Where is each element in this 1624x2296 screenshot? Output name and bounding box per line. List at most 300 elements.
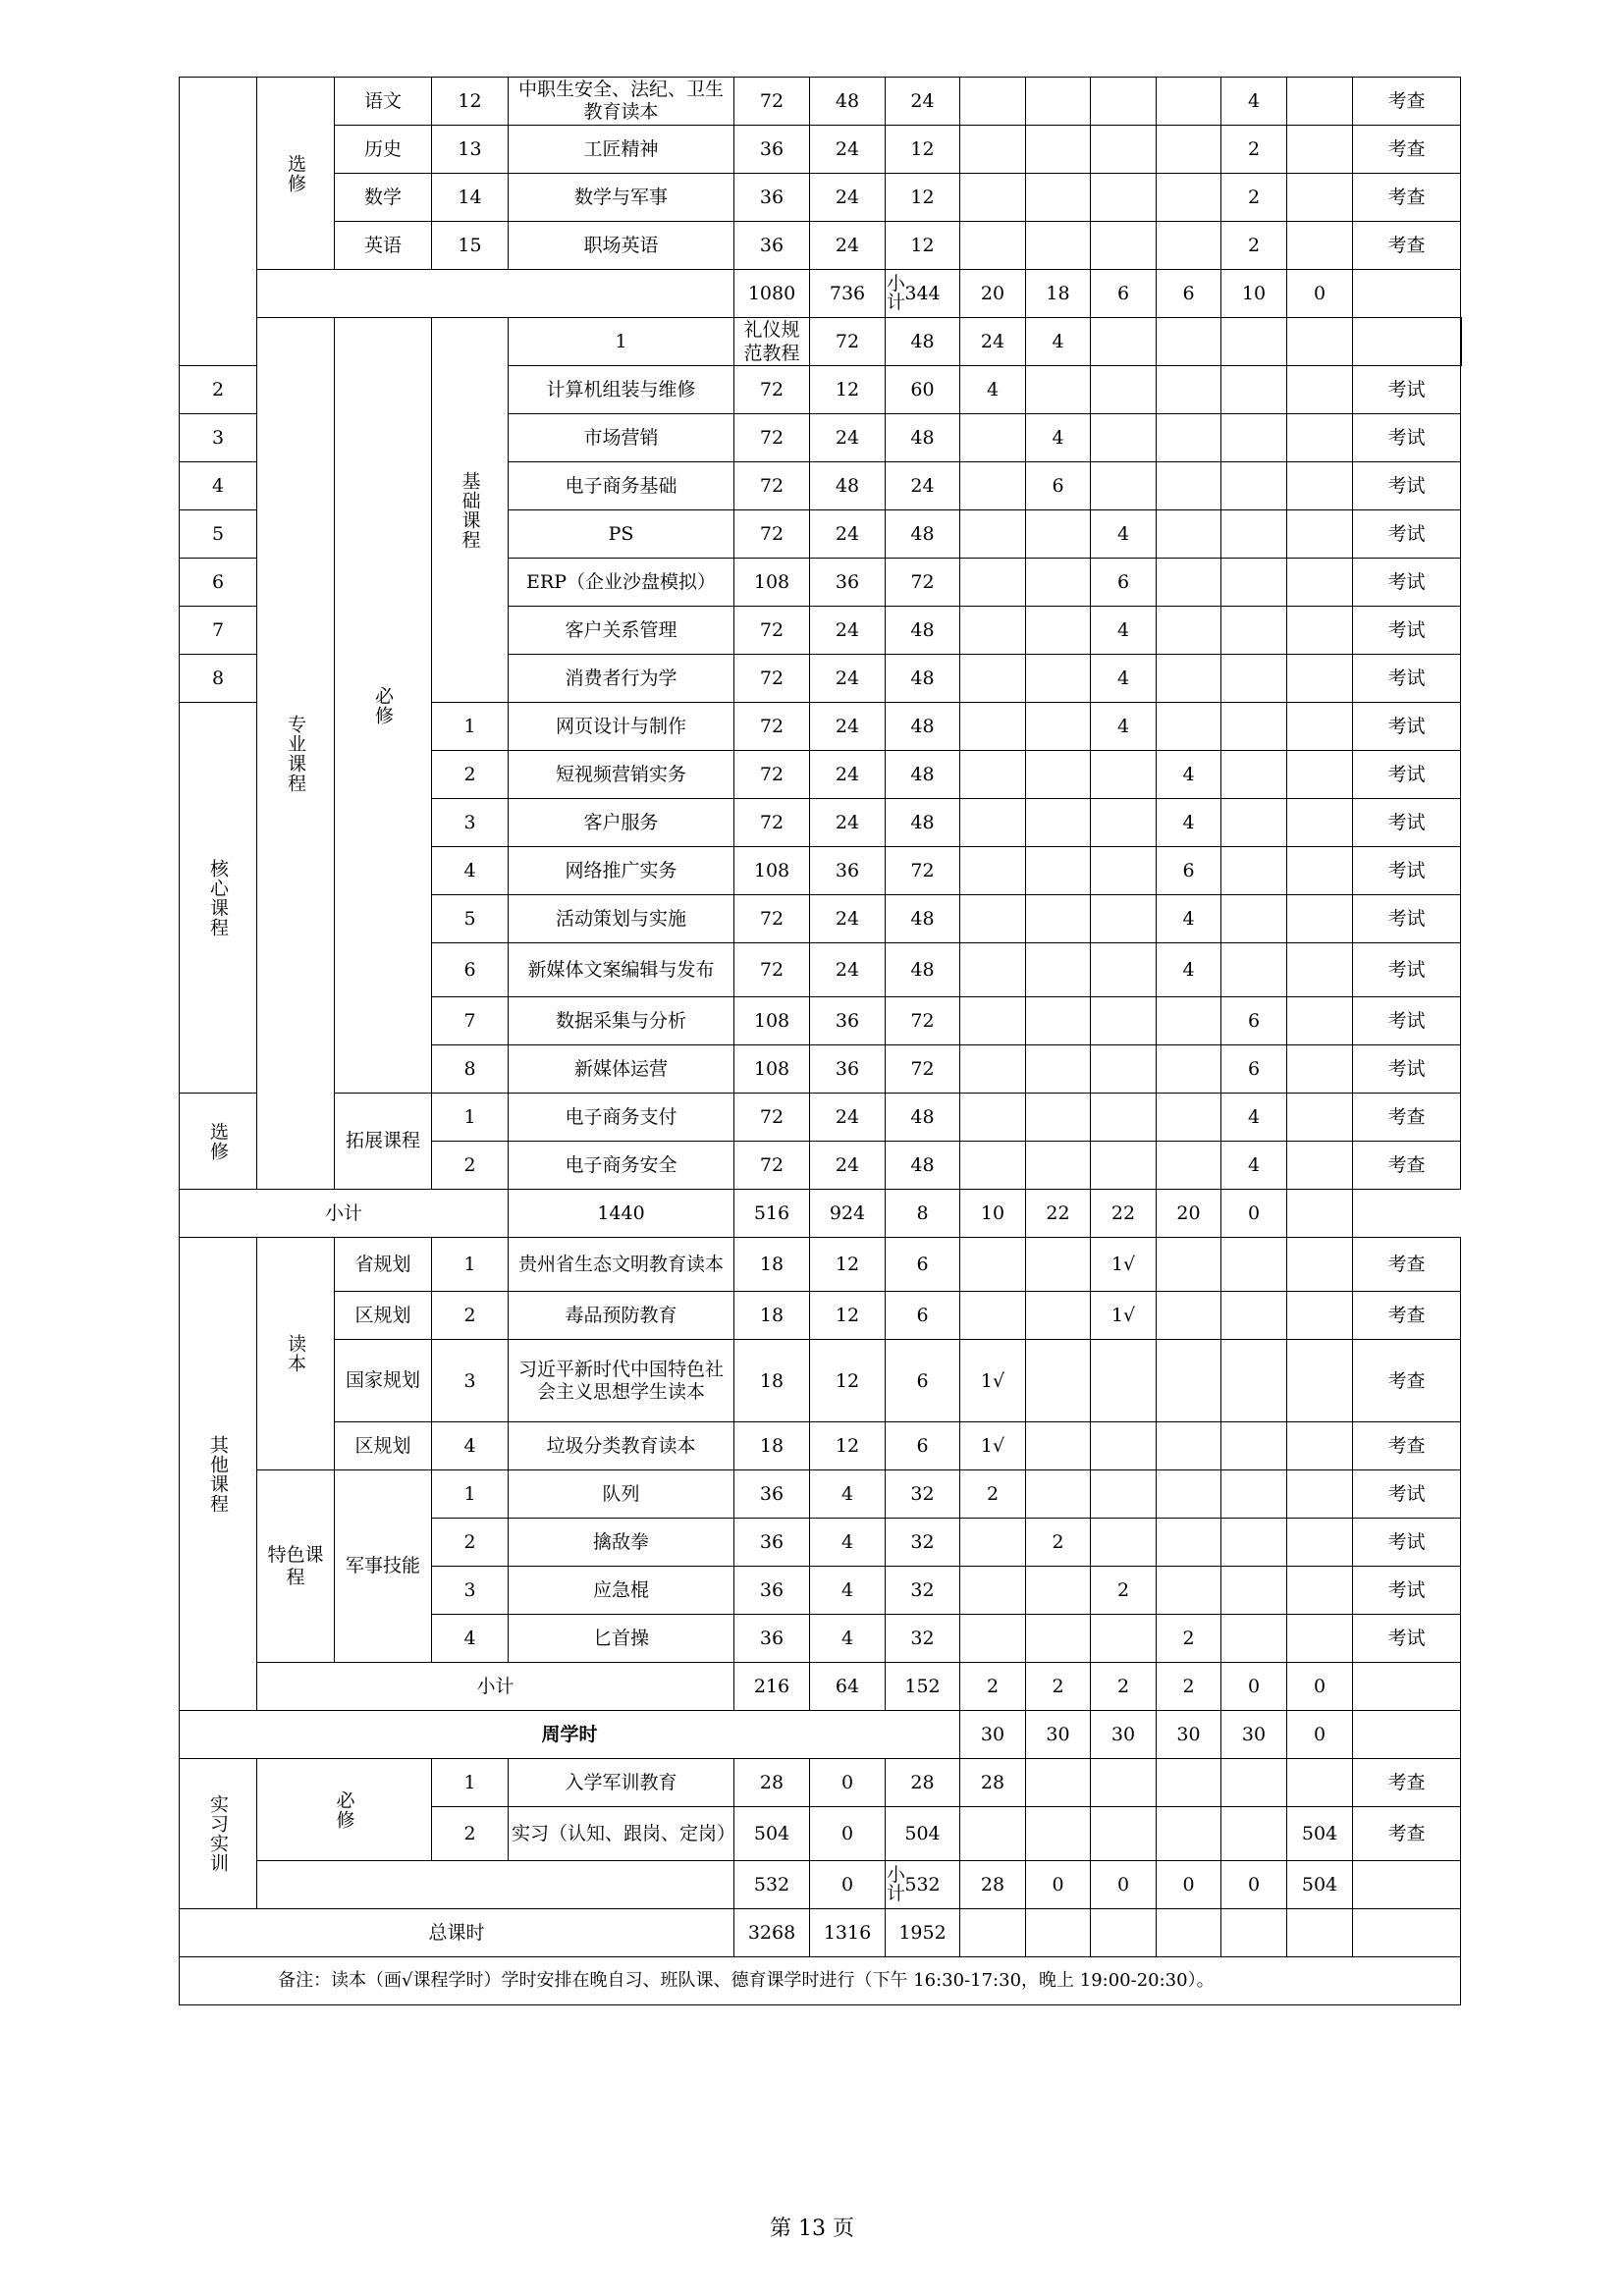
table-cell: 30 — [1221, 1711, 1287, 1759]
table-cell: 1√ — [960, 1340, 1026, 1422]
table-cell — [1026, 1340, 1091, 1422]
table-cell: 1952 — [886, 1909, 960, 1957]
table-cell — [1157, 1519, 1221, 1567]
table-cell: 4 — [1091, 655, 1157, 703]
table-cell — [1221, 847, 1287, 895]
table-cell — [1026, 222, 1091, 270]
table-cell: 48 — [810, 78, 886, 126]
table-cell: 考查 — [1353, 1807, 1461, 1861]
table-cell — [1287, 1909, 1353, 1957]
table-cell: 4 — [432, 1615, 509, 1663]
table-cell: 108 — [734, 997, 810, 1045]
table-cell: 0 — [1287, 1663, 1353, 1711]
table-cell: 语文 — [335, 78, 432, 126]
table-cell — [960, 1238, 1026, 1292]
table-cell — [960, 510, 1026, 559]
table-cell — [1287, 1470, 1353, 1519]
table-cell — [1353, 1663, 1461, 1711]
table-cell — [1091, 1909, 1157, 1957]
table-cell: 72 — [734, 366, 810, 414]
table-cell: 数学 — [335, 174, 432, 222]
table-cell: 新媒体文案编辑与发布 — [509, 943, 734, 997]
table-cell: 4 — [180, 462, 257, 510]
table-cell: 18 — [734, 1292, 810, 1340]
table-cell: 24 — [810, 943, 886, 997]
table-cell: 2 — [1026, 1663, 1091, 1711]
table-cell — [960, 943, 1026, 997]
table-cell — [1287, 943, 1353, 997]
table-cell: 504 — [886, 1807, 960, 1861]
table-cell: 152 — [886, 1663, 960, 1711]
table-cell: 48 — [886, 751, 960, 799]
table-row — [180, 126, 1462, 174]
table-cell: 考查 — [1353, 174, 1461, 222]
table-row — [180, 1663, 1462, 1711]
table-cell — [960, 751, 1026, 799]
table-cell — [1091, 1759, 1157, 1807]
table-cell: 36 — [810, 847, 886, 895]
table-cell: 72 — [734, 607, 810, 655]
table-cell: 60 — [886, 366, 960, 414]
table-cell — [1026, 1567, 1091, 1615]
table-cell — [1091, 847, 1157, 895]
table-cell — [1157, 414, 1221, 462]
table-cell — [1287, 1519, 1353, 1567]
table-cell: 924 — [810, 1190, 886, 1238]
table-cell: 1 — [432, 703, 509, 751]
table-cell: 30 — [1157, 1711, 1221, 1759]
table-cell: 72 — [734, 1142, 810, 1190]
curriculum-table — [179, 77, 1462, 2005]
table-cell — [1157, 126, 1221, 174]
table-cell: 考试 — [1353, 655, 1461, 703]
table-cell: 32 — [886, 1470, 960, 1519]
table-cell: 2 — [1026, 1519, 1091, 1567]
table-cell: 3 — [432, 1340, 509, 1422]
table-cell: 1 — [509, 318, 734, 366]
table-cell: 36 — [810, 559, 886, 607]
table-cell — [1287, 1190, 1353, 1238]
table-cell: 2 — [960, 1470, 1026, 1519]
table-cell: 48 — [886, 1094, 960, 1142]
table-cell — [1091, 318, 1157, 366]
table-cell — [1287, 222, 1353, 270]
table-cell: 4 — [1221, 1094, 1287, 1142]
table-cell — [1091, 1142, 1157, 1190]
table-cell: 队列 — [509, 1470, 734, 1519]
table-cell: 532 — [886, 1861, 960, 1909]
remark-cell: 备注：读本（画√课程学时）学时安排在晚自习、班队课、德育课学时进行（下午 16:30-17:30，晚上 19:00-20:30）。 — [180, 1957, 1461, 2005]
table-cell: 2 — [432, 1807, 509, 1861]
table-cell — [960, 1142, 1026, 1190]
table-cell — [960, 1807, 1026, 1861]
table-cell — [1091, 1422, 1157, 1470]
table-cell: 考试 — [1353, 799, 1461, 847]
table-cell: 24 — [886, 78, 960, 126]
table-cell — [1026, 1470, 1091, 1519]
table-cell: 0 — [1221, 1861, 1287, 1909]
table-cell: 实习实训 — [180, 1759, 257, 1909]
table-cell: PS — [509, 510, 734, 559]
table-cell — [1157, 462, 1221, 510]
table-cell: 36 — [734, 1615, 810, 1663]
table-cell — [1221, 607, 1287, 655]
table-cell: 36 — [734, 1519, 810, 1567]
table-cell: 消费者行为学 — [509, 655, 734, 703]
table-cell: 18 — [734, 1238, 810, 1292]
table-cell: 礼仪规范教程 — [734, 318, 810, 366]
table-cell: 0 — [1221, 1190, 1287, 1238]
table-cell: 72 — [734, 462, 810, 510]
table-cell: 72 — [734, 78, 810, 126]
table-cell: 0 — [1026, 1861, 1091, 1909]
table-cell: 1√ — [960, 1422, 1026, 1470]
table-cell: 24 — [810, 222, 886, 270]
table-cell: 10 — [1221, 270, 1287, 318]
table-cell — [960, 462, 1026, 510]
table-cell: 5 — [432, 895, 509, 943]
table-cell — [1221, 1470, 1287, 1519]
table-cell — [1221, 895, 1287, 943]
table-cell: 客户关系管理 — [509, 607, 734, 655]
table-cell: 48 — [886, 414, 960, 462]
table-cell — [1157, 1470, 1221, 1519]
table-cell — [1091, 366, 1157, 414]
table-cell: 8 — [432, 1045, 509, 1094]
table-cell — [1091, 1615, 1157, 1663]
table-cell: 13 — [432, 126, 509, 174]
table-cell — [1091, 1519, 1157, 1567]
table-cell: 22 — [1026, 1190, 1091, 1238]
table-cell: 48 — [886, 607, 960, 655]
table-cell — [1353, 270, 1461, 318]
table-cell: 24 — [886, 462, 960, 510]
table-cell: 4 — [1157, 943, 1221, 997]
table-cell: 小计 — [257, 1861, 734, 1909]
table-cell: 24 — [810, 751, 886, 799]
table-cell: ERP（企业沙盘模拟） — [509, 559, 734, 607]
table-cell — [1287, 1759, 1353, 1807]
table-cell: 24 — [810, 655, 886, 703]
table-cell: 网络推广实务 — [509, 847, 734, 895]
table-cell: 考试 — [1353, 414, 1461, 462]
table-cell: 24 — [810, 799, 886, 847]
curriculum-table-body — [180, 78, 1462, 2005]
table-cell — [1026, 1759, 1091, 1807]
table-cell — [1287, 751, 1353, 799]
table-cell — [1091, 222, 1157, 270]
table-cell: 36 — [734, 126, 810, 174]
table-cell: 军事技能 — [335, 1470, 432, 1663]
table-cell: 108 — [734, 1045, 810, 1094]
table-cell: 拓展课程 — [335, 1094, 432, 1190]
table-cell: 考查 — [1353, 1422, 1461, 1470]
table-cell: 考试 — [1353, 1567, 1461, 1615]
table-cell — [1157, 174, 1221, 222]
table-cell: 30 — [960, 1711, 1026, 1759]
table-cell: 22 — [1091, 1190, 1157, 1238]
table-cell — [1287, 1615, 1353, 1663]
table-cell: 习近平新时代中国特色社会主义思想学生读本 — [509, 1340, 734, 1422]
table-cell: 客户服务 — [509, 799, 734, 847]
table-cell: 2 — [432, 1142, 509, 1190]
table-cell: 3 — [432, 1567, 509, 1615]
table-cell — [960, 1292, 1026, 1340]
table-cell: 其他课程 — [180, 1238, 257, 1711]
table-cell — [1157, 1045, 1221, 1094]
table-cell — [960, 847, 1026, 895]
table-cell — [1287, 559, 1353, 607]
table-cell: 108 — [734, 559, 810, 607]
table-cell: 0 — [1287, 1711, 1353, 1759]
table-cell — [960, 703, 1026, 751]
table-cell — [1026, 1422, 1091, 1470]
table-row — [180, 222, 1462, 270]
table-cell — [1221, 510, 1287, 559]
table-cell: 532 — [734, 1861, 810, 1909]
table-cell — [960, 1519, 1026, 1567]
table-cell — [960, 1094, 1026, 1142]
table-cell: 电子商务支付 — [509, 1094, 734, 1142]
table-cell — [960, 414, 1026, 462]
table-cell: 24 — [810, 607, 886, 655]
table-cell: 12 — [810, 1292, 886, 1340]
table-cell: 48 — [886, 703, 960, 751]
table-cell: 4 — [1157, 751, 1221, 799]
table-cell: 电子商务基础 — [509, 462, 734, 510]
table-cell: 区规划 — [335, 1292, 432, 1340]
table-cell — [1287, 1045, 1353, 1094]
table-cell: 专业课程 — [257, 318, 335, 1190]
table-cell: 6 — [1221, 997, 1287, 1045]
table-cell — [1221, 1422, 1287, 1470]
table-cell: 28 — [734, 1759, 810, 1807]
table-cell — [1157, 655, 1221, 703]
table-cell: 贵州省生态文明教育读本 — [509, 1238, 734, 1292]
table-cell: 344 — [886, 270, 960, 318]
table-cell — [1221, 799, 1287, 847]
table-cell: 20 — [960, 270, 1026, 318]
table-cell — [1026, 655, 1091, 703]
table-cell: 72 — [734, 414, 810, 462]
table-cell — [1026, 1292, 1091, 1340]
table-cell — [1026, 1094, 1091, 1142]
table-cell — [1026, 78, 1091, 126]
table-cell: 活动策划与实施 — [509, 895, 734, 943]
table-cell — [1091, 1807, 1157, 1861]
table-cell: 6 — [432, 943, 509, 997]
table-cell: 2 — [1221, 174, 1287, 222]
table-cell: 垃圾分类教育读本 — [509, 1422, 734, 1470]
table-cell — [1353, 1711, 1461, 1759]
table-cell: 28 — [960, 1759, 1026, 1807]
table-cell: 考试 — [1353, 1615, 1461, 1663]
table-cell: 4 — [432, 1422, 509, 1470]
table-cell — [1026, 751, 1091, 799]
table-cell — [960, 655, 1026, 703]
table-cell: 2 — [1157, 1663, 1221, 1711]
table-cell: 64 — [810, 1663, 886, 1711]
table-cell: 8 — [886, 1190, 960, 1238]
table-cell: 考查 — [1353, 1759, 1461, 1807]
table-row — [180, 1861, 1462, 1909]
table-row — [180, 174, 1462, 222]
table-cell: 48 — [886, 318, 960, 366]
table-cell: 72 — [734, 510, 810, 559]
table-cell: 1 — [432, 1238, 509, 1292]
table-cell: 1√ — [1091, 1292, 1157, 1340]
table-cell: 18 — [734, 1422, 810, 1470]
table-cell: 考试 — [1353, 462, 1461, 510]
table-cell: 36 — [734, 174, 810, 222]
table-cell: 6 — [1026, 462, 1091, 510]
table-cell: 考查 — [1353, 1292, 1461, 1340]
table-cell: 0 — [810, 1861, 886, 1909]
table-cell: 考查 — [1353, 1142, 1461, 1190]
table-cell — [1091, 751, 1157, 799]
table-cell: 516 — [734, 1190, 810, 1238]
table-cell — [1157, 510, 1221, 559]
table-cell: 20 — [1157, 1190, 1221, 1238]
table-cell: 48 — [886, 799, 960, 847]
table-cell: 考查 — [1353, 78, 1461, 126]
table-cell — [1091, 1340, 1157, 1422]
table-cell — [1287, 462, 1353, 510]
table-cell: 48 — [886, 510, 960, 559]
table-cell — [1287, 847, 1353, 895]
table-cell — [1287, 1142, 1353, 1190]
table-cell — [960, 174, 1026, 222]
table-cell: 2 — [432, 751, 509, 799]
table-cell: 4 — [1157, 799, 1221, 847]
table-cell — [1353, 1909, 1461, 1957]
table-cell: 4 — [810, 1470, 886, 1519]
table-cell: 核心课程 — [180, 703, 257, 1094]
table-cell: 小计 — [257, 1663, 734, 1711]
table-cell: 24 — [810, 414, 886, 462]
table-cell — [1157, 703, 1221, 751]
table-cell: 36 — [810, 997, 886, 1045]
table-cell: 30 — [1026, 1711, 1091, 1759]
table-cell — [180, 78, 257, 366]
table-cell: 12 — [886, 222, 960, 270]
table-cell — [1287, 126, 1353, 174]
table-cell — [1287, 799, 1353, 847]
table-cell: 总课时 — [180, 1909, 734, 1957]
table-cell — [960, 78, 1026, 126]
table-cell — [1157, 559, 1221, 607]
table-row — [180, 1422, 1462, 1470]
table-cell — [1157, 607, 1221, 655]
table-cell: 1 — [432, 1470, 509, 1519]
table-cell: 0 — [810, 1807, 886, 1861]
table-cell — [1157, 366, 1221, 414]
table-cell — [1091, 174, 1157, 222]
table-cell — [1287, 174, 1353, 222]
table-row — [180, 1759, 1462, 1807]
table-cell: 48 — [886, 943, 960, 997]
table-cell: 4 — [1221, 78, 1287, 126]
table-cell — [1026, 1045, 1091, 1094]
table-cell: 504 — [734, 1807, 810, 1861]
table-cell: 48 — [886, 1142, 960, 1190]
table-cell — [960, 126, 1026, 174]
table-cell: 选修 — [257, 78, 335, 270]
table-cell — [1026, 997, 1091, 1045]
table-cell: 36 — [810, 1045, 886, 1094]
table-cell — [1157, 1292, 1221, 1340]
table-cell: 4 — [810, 1519, 886, 1567]
table-cell: 2 — [1091, 1663, 1157, 1711]
table-cell: 15 — [432, 222, 509, 270]
table-cell — [1287, 1238, 1353, 1292]
table-cell — [960, 1567, 1026, 1615]
table-cell — [1026, 126, 1091, 174]
table-cell: 网页设计与制作 — [509, 703, 734, 751]
table-cell: 504 — [1287, 1861, 1353, 1909]
table-cell: 4 — [1026, 318, 1091, 366]
table-cell: 考试 — [1353, 997, 1461, 1045]
table-row — [180, 78, 1462, 126]
table-cell: 国家规划 — [335, 1340, 432, 1422]
table-cell: 28 — [960, 1861, 1026, 1909]
table-cell — [1287, 318, 1353, 366]
table-cell: 6 — [886, 1422, 960, 1470]
table-cell — [1091, 943, 1157, 997]
table-cell: 0 — [1091, 1861, 1157, 1909]
table-cell — [1091, 462, 1157, 510]
table-cell — [1157, 1807, 1221, 1861]
table-cell: 2 — [180, 366, 257, 414]
table-cell: 1√ — [1091, 1238, 1157, 1292]
table-cell: 216 — [734, 1663, 810, 1711]
table-cell — [1026, 847, 1091, 895]
table-cell: 72 — [734, 751, 810, 799]
table-cell — [1026, 943, 1091, 997]
table-cell — [1026, 799, 1091, 847]
table-cell: 4 — [1026, 414, 1091, 462]
table-cell: 区规划 — [335, 1422, 432, 1470]
table-cell: 24 — [810, 895, 886, 943]
table-cell: 4 — [1221, 1142, 1287, 1190]
table-cell: 7 — [180, 607, 257, 655]
table-cell: 736 — [810, 270, 886, 318]
table-cell: 考查 — [1353, 1238, 1461, 1292]
table-cell: 7 — [432, 997, 509, 1045]
table-cell: 基础课程 — [432, 318, 509, 703]
table-cell — [1221, 1340, 1287, 1422]
table-cell — [1287, 1422, 1353, 1470]
page-number: 第 13 页 — [770, 2216, 854, 2241]
table-cell: 0 — [1221, 1663, 1287, 1711]
table-cell — [960, 222, 1026, 270]
table-cell — [1091, 799, 1157, 847]
table-cell — [1221, 943, 1287, 997]
table-cell — [1287, 1094, 1353, 1142]
table-cell — [1157, 222, 1221, 270]
table-row — [180, 1340, 1462, 1422]
table-cell: 6 — [1091, 559, 1157, 607]
table-cell: 10 — [960, 1190, 1026, 1238]
table-row — [180, 1711, 1462, 1759]
table-cell: 考试 — [1353, 1045, 1461, 1094]
table-cell: 3 — [180, 414, 257, 462]
table-cell — [960, 1909, 1026, 1957]
table-cell — [1091, 126, 1157, 174]
table-cell: 1316 — [810, 1909, 886, 1957]
table-cell — [1287, 1567, 1353, 1615]
table-cell: 考试 — [1353, 607, 1461, 655]
